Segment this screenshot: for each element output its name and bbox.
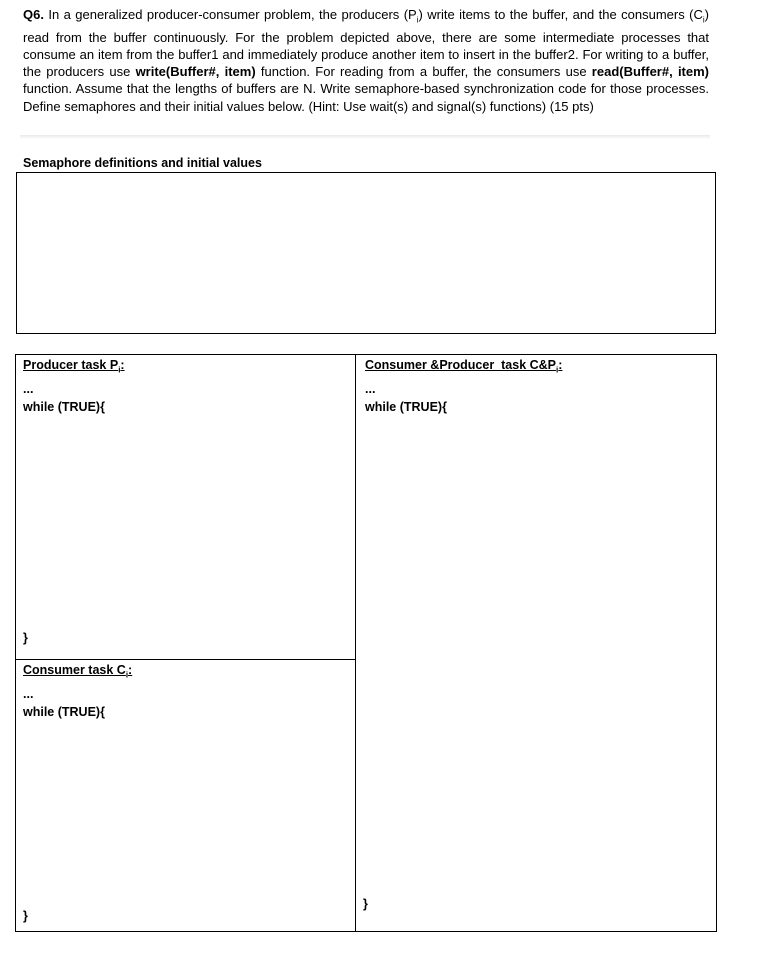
consumer-loop-header: while (TRUE){ — [23, 704, 105, 719]
subscript: i — [416, 15, 419, 25]
consumer-producer-loop-header: while (TRUE){ — [365, 399, 447, 414]
read-function: read(Buffer#, item) — [591, 64, 710, 80]
producer-task-block — [23, 356, 125, 416]
producer-loop-header: while (TRUE){ — [23, 399, 105, 414]
question-part: function. Assume that the lengths of buffers are N. Write semaphore-based synchronization code for those processes. Define semaphores and their initial values below. (Hint: Use wait(s) and signal(s) functions) (15 pts) — [23, 81, 709, 114]
consumer-closing-brace: } — [23, 909, 28, 923]
consumer-producer-task-title: Consumer &Producer task $C\&P_i$: — [365, 358, 563, 375]
question-part: ) read from the buffer continuously. For the problem depicted above, there are some intermediate processes that consume an item from the buffer1 and immediately produce another item to insert in the buffer2. For writing to a buffer, the producers use — [23, 7, 709, 80]
grid-left-border — [15, 354, 16, 932]
semaphore-section-title: Semaphore definitions and initial values — [23, 156, 262, 170]
producer-closing-brace: } — [23, 631, 28, 645]
consumer-task-title: Consumer task $C_i$: — [23, 663, 133, 680]
consumer-producer-task-block — [365, 356, 562, 416]
question-number: Q6. — [23, 7, 44, 22]
question-part: function. For reading from a buffer, the consumers use — [255, 64, 592, 80]
grid-middle-divider — [355, 354, 356, 932]
grid-top-border — [15, 354, 717, 355]
producer-ellipsis: ... — [23, 381, 34, 396]
consumer-task-block — [23, 661, 132, 721]
write-function: write(Buffer#, item) — [135, 64, 256, 80]
grid-left-row-divider — [15, 659, 356, 660]
semaphore-answer-box[interactable] — [16, 172, 716, 334]
question-text — [23, 6, 709, 115]
producer-task-title: Producer task $P_i$: — [23, 358, 125, 375]
question-part: ) write items to the buffer, and the consumers (C — [418, 7, 703, 22]
consumer-producer-ellipsis: ... — [365, 381, 376, 396]
consumer-ellipsis: ... — [23, 686, 34, 701]
separator — [20, 135, 710, 139]
consumer-answer-area[interactable] — [20, 728, 350, 903]
subscript: i — [702, 15, 705, 25]
producer-answer-area[interactable] — [20, 420, 350, 625]
consumer-producer-closing-brace: } — [363, 897, 368, 911]
question-part: In a generalized producer-consumer problem, the producers (P — [43, 7, 417, 22]
consumer-producer-answer-area[interactable] — [360, 420, 710, 890]
grid-bottom-border — [15, 931, 717, 932]
grid-right-border — [716, 354, 717, 932]
